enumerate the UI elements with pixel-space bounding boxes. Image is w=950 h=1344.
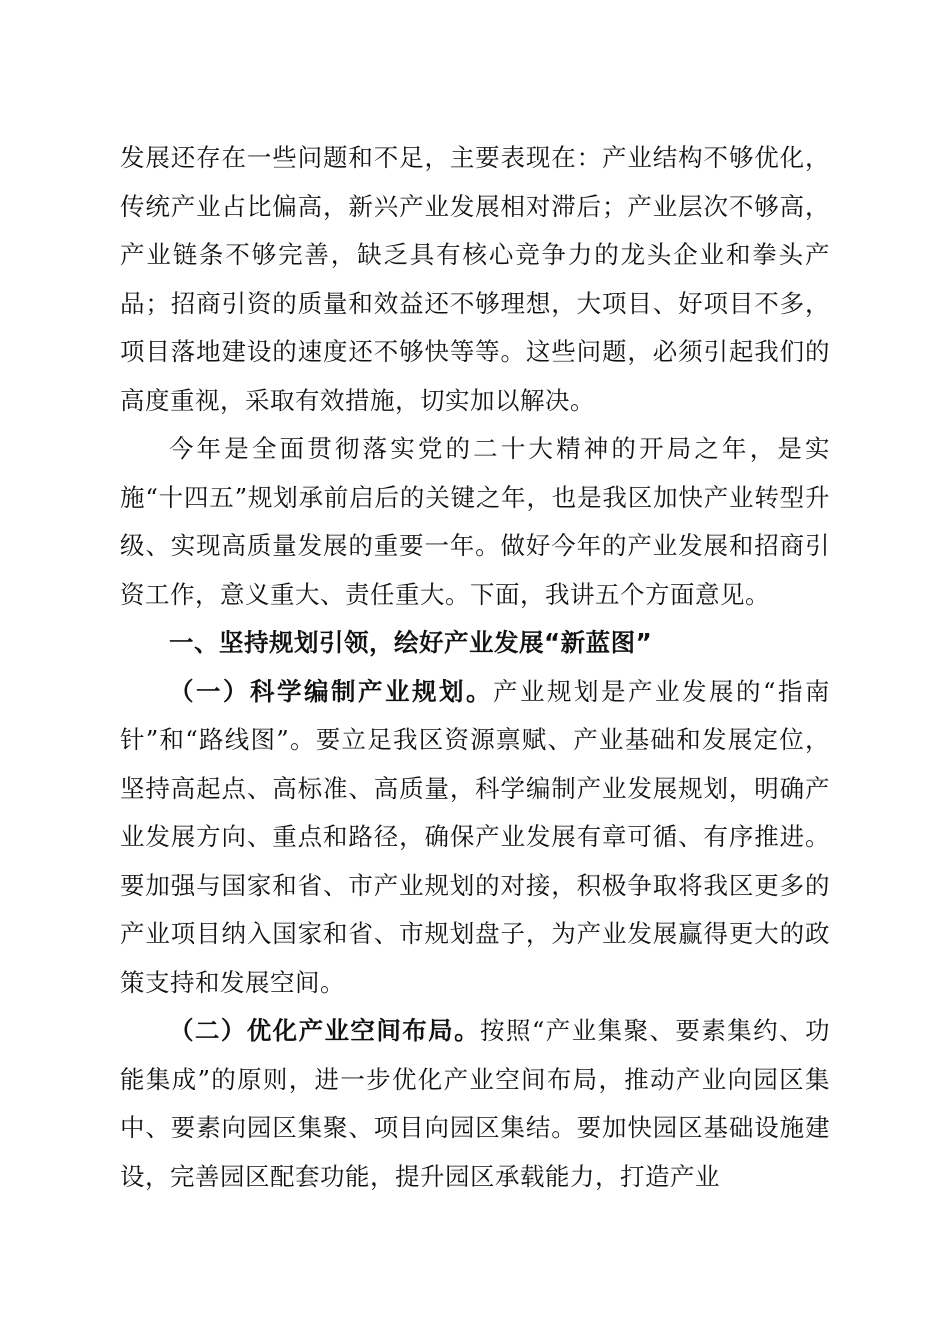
subsection-2-body: 按照“产业集聚、要素集约、功能集成”的原则，进一步优化产业空间布局，推动产业向园区集中、要素向园区集聚、项目向园区集结。要加快园区基础设施建设，完善园区配套功能，提升园区承载能力，打造产业 <box>120 1016 830 1191</box>
subsection-2 <box>120 1007 830 1201</box>
subsection-1-body: 产业规划是产业发展的“指南针”和“路线图”。要立足我区资源禀赋、产业基础和发展定位，坚持高起点、高标准、高质量，科学编制产业发展规划，明确产业发展方向、重点和路径，确保产业发展有章可循、有序推进。要加强与国家和省、市产业规划的对接，积极争取将我区更多的产业项目纳入国家和省、市规划盘子，为产业发展赢得更大的政策支持和发展空间。 <box>120 676 830 997</box>
document-page <box>120 134 830 1201</box>
subsection-1-title: （一）科学编制产业规划。 <box>169 676 493 706</box>
subsection-2-title: （二）优化产业空间布局。 <box>169 1016 481 1045</box>
paragraph-2: 今年是全面贯彻落实党的二十大精神的开局之年，是实施“十四五”规划承前启后的关键之年，也是我区加快产业转型升级、实现高质量发展的重要一年。做好今年的产业发展和招商引资工作，意义重大、责任重大。下面，我讲五个方面意见。 <box>120 434 830 609</box>
paragraph-1: 发展还存在一些问题和不足，主要表现在：产业结构不够优化，传统产业占比偏高，新兴产业发展相对滞后；产业层次不够高，产业链条不够完善，缺乏具有核心竞争力的龙头企业和拳头产品；招商引资的质量和效益还不够理想，大项目、好项目不多，项目落地建设的速度还不够快等等。这些问题，必须引起我们的高度重视，采取有效措施，切实加以解决。 <box>120 143 830 415</box>
section-heading-1: 一、坚持规划引领，绘好产业发展“新蓝图” <box>169 628 653 657</box>
subsection-1 <box>120 668 830 1008</box>
